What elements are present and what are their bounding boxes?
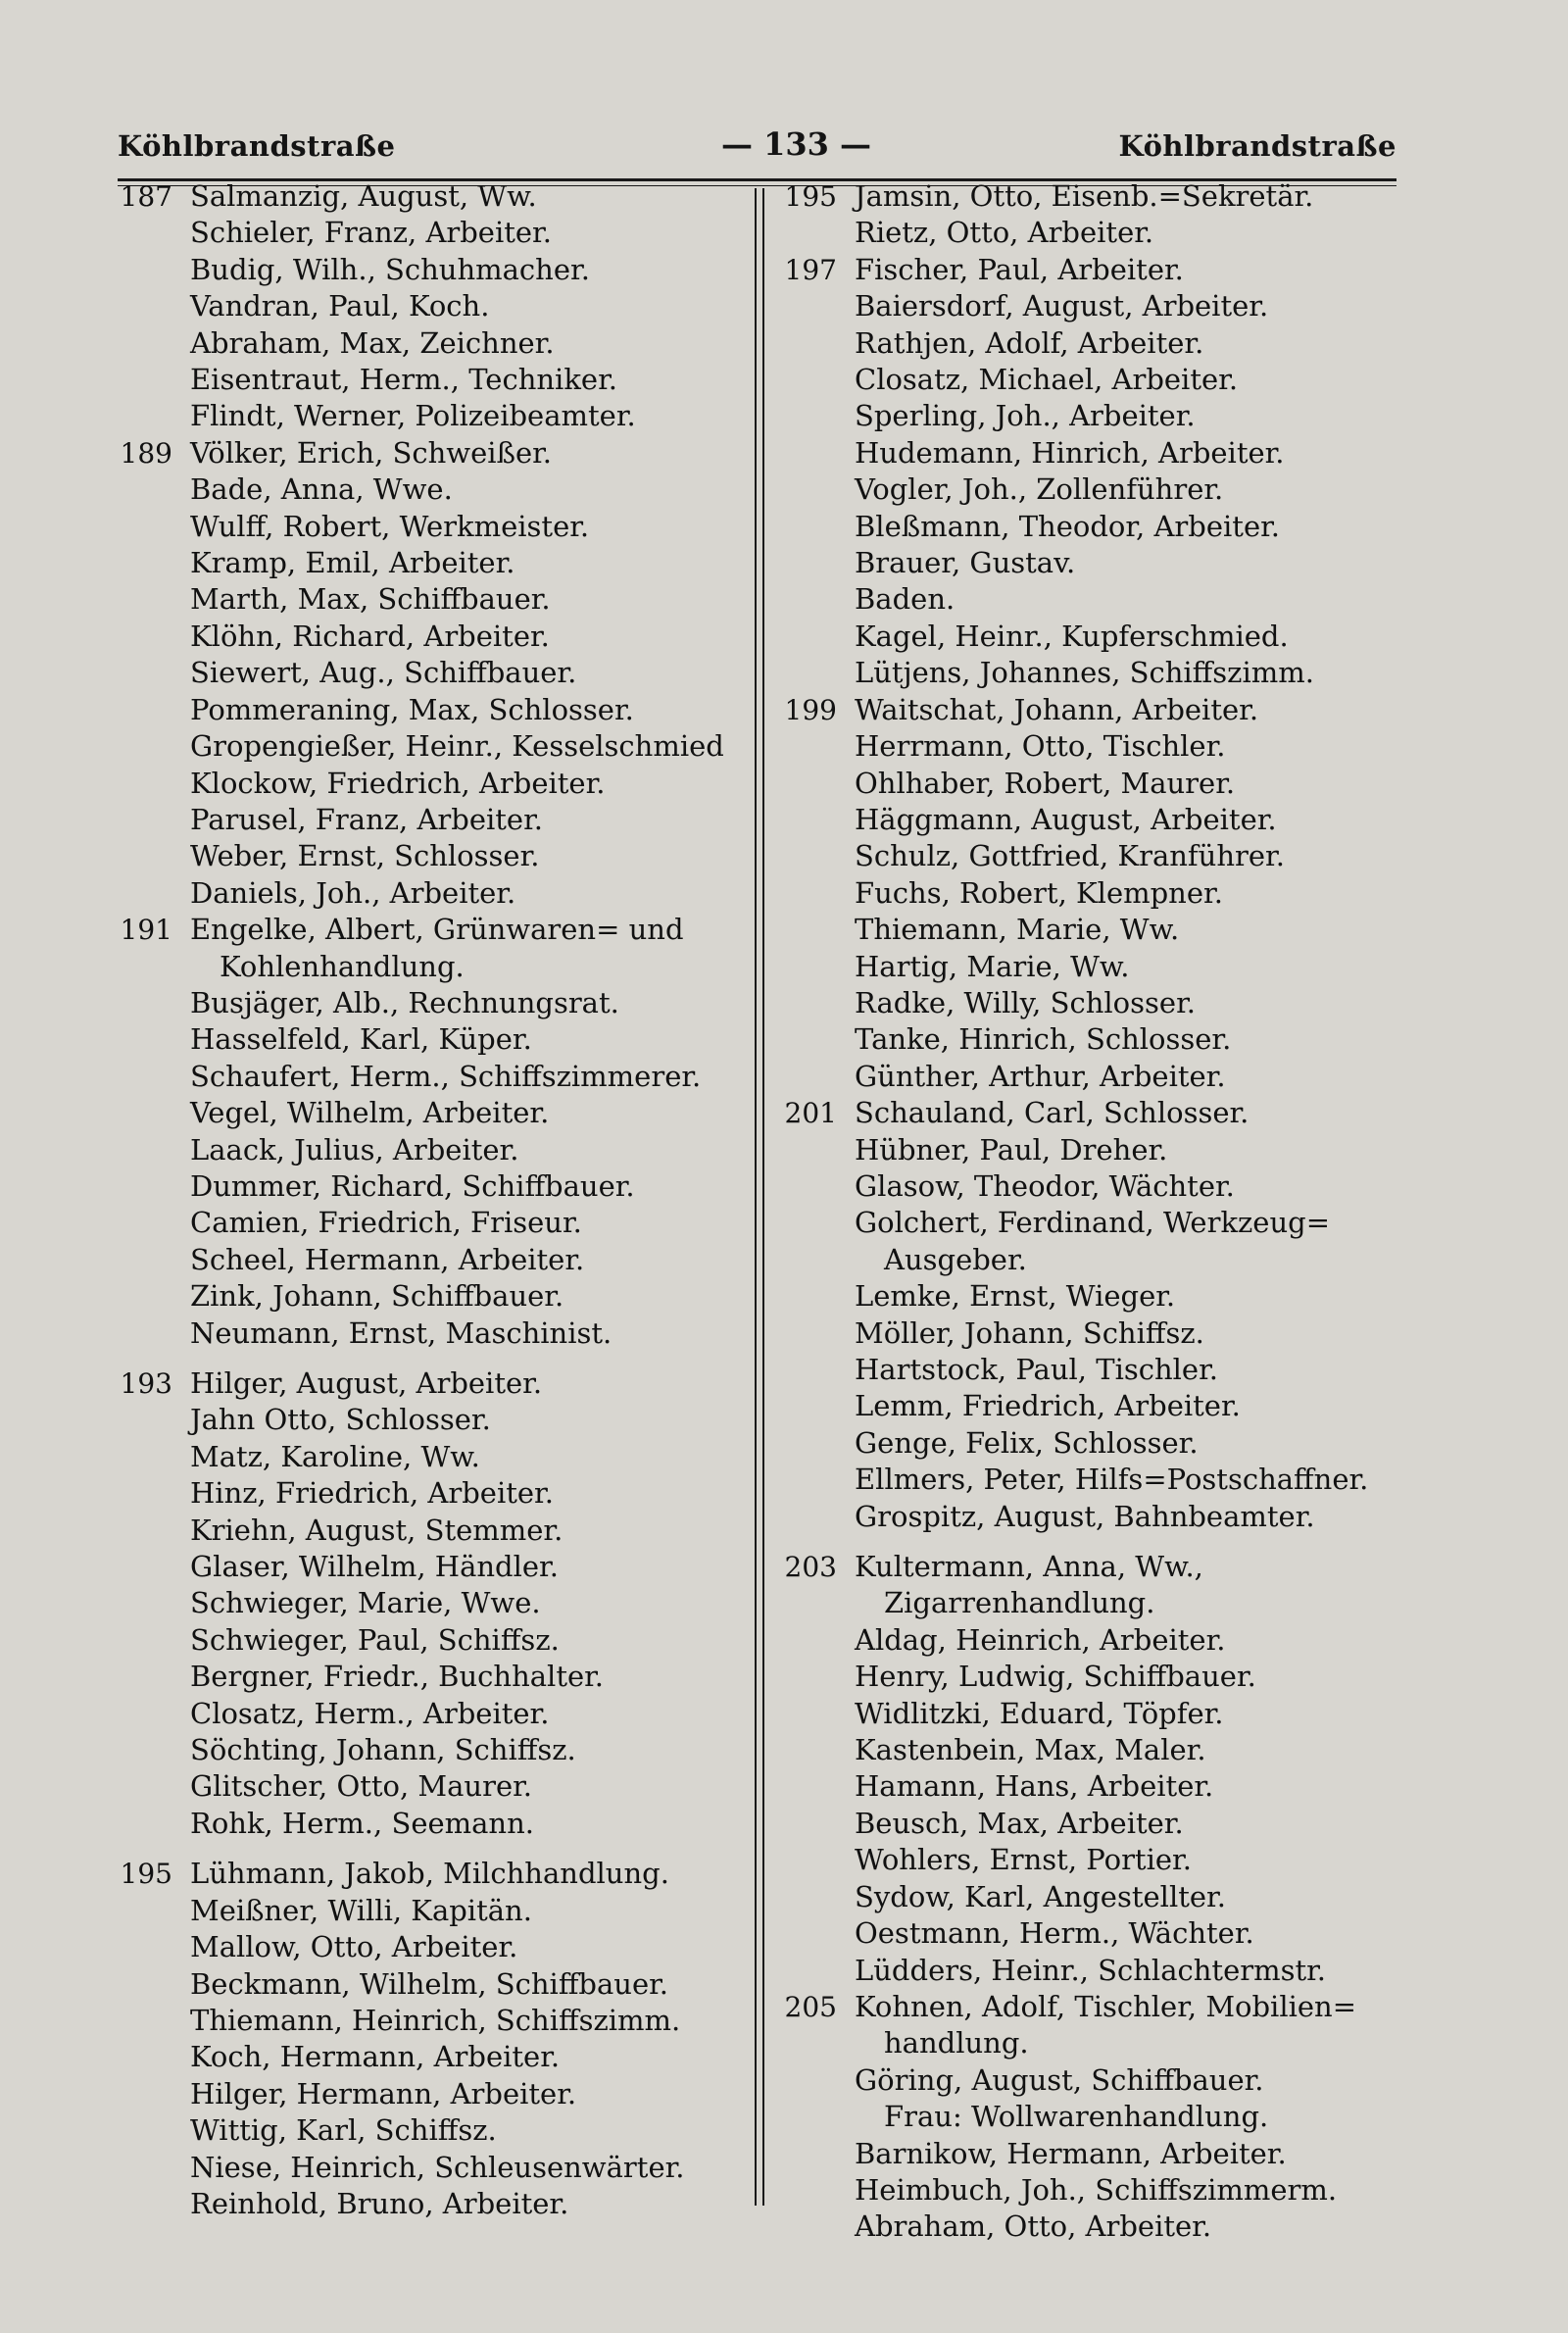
directory-entry — [110, 875, 742, 912]
directory-entry — [774, 875, 1401, 912]
resident-text: Pommeraning, Max, Schlosser. — [190, 692, 634, 726]
house-number: 195 — [784, 180, 837, 213]
directory-entry — [110, 1278, 742, 1315]
resident-text: Abraham, Max, Zeichner. — [190, 325, 555, 360]
resident-text: Jamsin, Otto, Eisenb.=Sekretär. — [855, 179, 1314, 213]
resident-text: Beusch, Max, Arbeiter. — [855, 1806, 1184, 1840]
resident-text: Gropengießer, Heinr., Kesselschmied — [190, 729, 724, 764]
resident-text: Thiemann, Marie, Ww. — [855, 913, 1180, 947]
directory-entry — [110, 435, 742, 472]
directory-entry — [774, 1842, 1401, 1878]
resident-text: Abraham, Otto, Arbeiter. — [855, 2209, 1212, 2244]
directory-entry — [110, 1806, 742, 1842]
resident-text: Beckmann, Wilhelm, Schiffbauer. — [190, 1966, 669, 2001]
resident-text: Matz, Karoline, Ww. — [190, 1439, 480, 1473]
directory-entry — [774, 985, 1401, 1021]
resident-text: Camien, Friedrich, Friseur. — [190, 1206, 582, 1240]
resident-text: Göring, August, Schiffbauer. — [855, 2062, 1264, 2097]
resident-text: Waitschat, Johann, Arbeiter. — [855, 692, 1259, 726]
directory-entry — [110, 1059, 742, 1095]
resident-text: Frau: Wollwarenhandlung. — [884, 2100, 1269, 2134]
resident-text: Kriehn, August, Stemmer. — [190, 1513, 564, 1547]
directory-entry — [110, 1365, 742, 1402]
directory-entry — [774, 545, 1401, 581]
left-column — [110, 178, 742, 2222]
directory-entry — [774, 1659, 1401, 1695]
resident-text: Weber, Ernst, Schlosser. — [190, 839, 540, 873]
directory-entry — [110, 545, 742, 581]
resident-text: Golchert, Ferdinand, Werkzeug= — [855, 1206, 1330, 1240]
resident-text: Hartstock, Paul, Tischler. — [855, 1353, 1218, 1386]
directory-entry — [110, 1929, 742, 1965]
resident-text: Neumann, Ernst, Maschinist. — [190, 1315, 612, 1350]
directory-entry — [110, 1893, 742, 1929]
house-number: 189 — [120, 436, 172, 470]
directory-entry — [774, 362, 1401, 398]
resident-text: Glasow, Theodor, Wächter. — [855, 1168, 1235, 1203]
directory-entry — [774, 288, 1401, 324]
directory-entry — [774, 2172, 1401, 2209]
house-number: 191 — [120, 914, 172, 947]
resident-text: Rohk, Herm., Seemann. — [190, 1806, 535, 1840]
resident-text: Glaser, Wilhelm, Händler. — [190, 1550, 559, 1584]
resident-text: Wittig, Karl, Schiffsz. — [190, 2113, 497, 2148]
resident-text: Meißner, Willi, Kapitän. — [190, 1893, 532, 1927]
resident-text: Hasselfeld, Karl, Küper. — [190, 1022, 532, 1057]
house-number: 205 — [784, 1990, 837, 2023]
directory-entry — [774, 2025, 1401, 2061]
resident-text: Klockow, Friedrich, Arbeiter. — [190, 766, 606, 800]
resident-text: Rietz, Otto, Arbeiter. — [855, 216, 1154, 250]
directory-entry — [774, 1806, 1401, 1842]
house-number: 193 — [120, 1367, 172, 1400]
directory-entry — [110, 2186, 742, 2222]
directory-entry — [774, 472, 1401, 508]
resident-text: Schwieger, Marie, Wwe. — [190, 1586, 541, 1620]
resident-text: Schaufert, Herm., Schiffszimmerer. — [190, 1059, 702, 1093]
resident-text: Klöhn, Richard, Arbeiter. — [190, 619, 550, 653]
directory-entry — [774, 1732, 1401, 1768]
house-number: 195 — [120, 1858, 172, 1891]
resident-text: Schwieger, Paul, Schiffsz. — [190, 1622, 560, 1657]
directory-entry — [774, 2099, 1401, 2135]
resident-text: handlung. — [884, 2026, 1029, 2060]
resident-text: Hudemann, Hinrich, Arbeiter. — [855, 435, 1285, 470]
running-head-right: Köhlbrandstraße — [1118, 129, 1396, 163]
resident-text: Möller, Johann, Schiffsz. — [855, 1315, 1204, 1350]
resident-text: Lühmann, Jakob, Milchhandlung. — [190, 1857, 669, 1891]
resident-text: Hinz, Friedrich, Arbeiter. — [190, 1476, 554, 1511]
page-number: — 133 — — [720, 125, 872, 163]
resident-text: Thiemann, Heinrich, Schiffszimm. — [190, 2003, 681, 2037]
directory-entry — [110, 1439, 742, 1475]
resident-text: Scheel, Hermann, Arbeiter. — [190, 1242, 585, 1276]
directory-entry — [110, 1622, 742, 1659]
directory-entry — [110, 1768, 742, 1805]
directory-entry — [110, 2003, 742, 2039]
directory-entry — [110, 1659, 742, 1695]
resident-text: Baden. — [855, 582, 956, 617]
directory-entry — [110, 509, 742, 545]
resident-text: Häggmann, August, Arbeiter. — [855, 802, 1277, 836]
resident-text: Baiersdorf, August, Arbeiter. — [855, 289, 1269, 323]
resident-text: Lüdders, Heinr., Schlachtermstr. — [855, 1953, 1327, 1987]
resident-text: Closatz, Herm., Arbeiter. — [190, 1696, 550, 1730]
directory-entry — [774, 1953, 1401, 1989]
resident-text: Bade, Anna, Wwe. — [190, 472, 453, 507]
resident-text: Siewert, Aug., Schiffbauer. — [190, 656, 577, 690]
resident-text: Brauer, Gustav. — [855, 546, 1076, 580]
resident-text: Marth, Max, Schiffbauer. — [190, 582, 551, 617]
resident-text: Daniels, Joh., Arbeiter. — [190, 875, 516, 910]
house-number: 203 — [784, 1551, 837, 1584]
resident-text: Hübner, Paul, Dreher. — [855, 1132, 1168, 1166]
resident-text: Koch, Hermann, Arbeiter. — [190, 2040, 561, 2074]
directory-entry — [110, 802, 742, 838]
directory-entry — [110, 1205, 742, 1241]
resident-text: Laack, Julius, Arbeiter. — [190, 1132, 519, 1166]
directory-entry — [774, 1352, 1401, 1388]
directory-entry — [110, 2150, 742, 2186]
directory-entry — [110, 1475, 742, 1512]
directory-entry — [774, 1315, 1401, 1352]
resident-text: Kastenbein, Max, Maler. — [855, 1733, 1206, 1767]
directory-entry — [774, 1462, 1401, 1498]
directory-entry — [110, 655, 742, 691]
resident-text: Flindt, Werner, Polizeibeamter. — [190, 399, 636, 433]
resident-text: Schieler, Franz, Arbeiter. — [190, 216, 552, 250]
directory-entry — [774, 1989, 1401, 2025]
column-divider — [755, 188, 757, 2206]
resident-text: Vandran, Paul, Koch. — [190, 289, 490, 323]
directory-entry — [110, 325, 742, 362]
resident-text: Zink, Johann, Schiffbauer. — [190, 1279, 564, 1314]
directory-entry — [774, 325, 1401, 362]
resident-text: Sydow, Karl, Angestellter. — [855, 1879, 1226, 1913]
resident-text: Hilger, Hermann, Arbeiter. — [190, 2076, 577, 2110]
directory-entry — [774, 1021, 1401, 1058]
resident-text: Mallow, Otto, Arbeiter. — [190, 1930, 518, 1964]
resident-text: Genge, Felix, Schlosser. — [855, 1425, 1199, 1460]
running-head-left: Köhlbrandstraße — [118, 129, 396, 163]
directory-entry — [110, 985, 742, 1021]
directory-entry — [774, 2062, 1401, 2099]
directory-entry — [774, 1278, 1401, 1315]
resident-text: Barnikow, Hermann, Arbeiter. — [855, 2136, 1287, 2170]
directory-entry — [110, 1132, 742, 1168]
resident-text: Günther, Arthur, Arbeiter. — [855, 1059, 1226, 1093]
directory-entry — [774, 215, 1401, 251]
resident-text: Lemm, Friedrich, Arbeiter. — [855, 1389, 1241, 1423]
directory-entry — [774, 1425, 1401, 1462]
resident-text: Parusel, Franz, Arbeiter. — [190, 802, 543, 836]
directory-entry — [774, 728, 1401, 765]
resident-text: Zigarrenhandlung. — [884, 1586, 1155, 1620]
resident-text: Niese, Heinrich, Schleusenwärter. — [190, 2150, 685, 2184]
directory-entry — [774, 1696, 1401, 1732]
right-column — [774, 178, 1401, 2246]
directory-entry — [774, 692, 1401, 728]
directory-entry — [110, 1732, 742, 1768]
resident-text: Engelke, Albert, Grünwaren= und — [190, 913, 684, 947]
resident-text: Heimbuch, Joh., Schiffszimmerm. — [855, 2172, 1338, 2207]
directory-entry — [774, 581, 1401, 618]
directory-entry — [110, 1168, 742, 1205]
resident-text: Kagel, Heinr., Kupferschmied. — [855, 619, 1289, 653]
resident-text: Fischer, Paul, Arbeiter. — [855, 252, 1184, 286]
directory-entry — [774, 1095, 1401, 1131]
resident-text: Tanke, Hinrich, Schlosser. — [855, 1022, 1232, 1057]
directory-entry — [774, 619, 1401, 655]
resident-text: Schauland, Carl, Schlosser. — [855, 1096, 1250, 1130]
directory-entry — [110, 288, 742, 324]
directory-entry — [110, 2112, 742, 2149]
resident-text: Hamann, Hans, Arbeiter. — [855, 1769, 1214, 1804]
resident-text: Söchting, Johann, Schiffsz. — [190, 1733, 576, 1767]
directory-entry — [110, 1021, 742, 1058]
directory-entry — [110, 252, 742, 288]
resident-text: Eisentraut, Herm., Techniker. — [190, 363, 617, 397]
directory-entry — [110, 472, 742, 508]
resident-text: Vegel, Wilhelm, Arbeiter. — [190, 1096, 550, 1130]
directory-entry — [110, 1402, 742, 1438]
directory-entry — [774, 2209, 1401, 2245]
directory-entry — [774, 1768, 1401, 1805]
directory-entry — [774, 1879, 1401, 1915]
directory-entry — [110, 2039, 742, 2075]
directory-entry — [774, 1059, 1401, 1095]
resident-text: Grospitz, August, Bahnbeamter. — [855, 1499, 1315, 1533]
directory-entry — [774, 1205, 1401, 1241]
resident-text: Salmanzig, August, Ww. — [190, 179, 537, 213]
resident-text: Widlitzki, Eduard, Töpfer. — [855, 1696, 1224, 1730]
directory-entry — [774, 838, 1401, 874]
directory-entry — [110, 178, 742, 215]
directory-entry — [774, 766, 1401, 802]
house-number: 197 — [784, 253, 837, 286]
directory-entry — [774, 1499, 1401, 1535]
resident-text: Jahn Otto, Schlosser. — [190, 1403, 491, 1437]
resident-text: Kohnen, Adolf, Tischler, Mobilien= — [855, 1989, 1357, 2023]
directory-entry — [774, 1242, 1401, 1278]
directory-entry — [774, 509, 1401, 545]
page-header — [118, 125, 1396, 169]
directory-entry — [774, 1622, 1401, 1659]
resident-text: Kultermann, Anna, Ww., — [855, 1550, 1203, 1584]
resident-text: Ausgeber. — [884, 1242, 1027, 1276]
directory-entry — [774, 398, 1401, 434]
column-divider-2 — [762, 188, 764, 2206]
resident-text: Oestmann, Herm., Wächter. — [855, 1916, 1254, 1951]
directory-entry — [774, 2136, 1401, 2172]
directory-entry — [774, 1549, 1401, 1585]
directory-entry — [774, 1168, 1401, 1205]
resident-text: Glitscher, Otto, Maurer. — [190, 1769, 533, 1804]
resident-text: Hartig, Marie, Ww. — [855, 949, 1130, 983]
directory-entry — [774, 655, 1401, 691]
resident-text: Schulz, Gottfried, Kranführer. — [855, 839, 1285, 873]
resident-text: Wulff, Robert, Werkmeister. — [190, 509, 590, 543]
directory-entry — [110, 1966, 742, 2003]
resident-text: Sperling, Joh., Arbeiter. — [855, 399, 1196, 433]
directory-entry — [110, 619, 742, 655]
resident-text: Rathjen, Adolf, Arbeiter. — [855, 325, 1204, 360]
directory-entry — [774, 912, 1401, 948]
resident-text: Lemke, Ernst, Wieger. — [855, 1279, 1176, 1314]
resident-text: Dummer, Richard, Schiffbauer. — [190, 1168, 635, 1203]
directory-entry — [774, 252, 1401, 288]
resident-text: Henry, Ludwig, Schiffbauer. — [855, 1660, 1256, 1694]
resident-text: Wohlers, Ernst, Portier. — [855, 1843, 1192, 1877]
resident-text: Closatz, Michael, Arbeiter. — [855, 363, 1239, 397]
resident-text: Budig, Wilh., Schuhmacher. — [190, 252, 590, 286]
resident-text: Busjäger, Alb., Rechnungsrat. — [190, 985, 619, 1019]
directory-entry — [110, 1513, 742, 1549]
house-number: 201 — [784, 1097, 837, 1130]
directory-entry — [110, 398, 742, 434]
resident-text: Völker, Erich, Schweißer. — [190, 435, 552, 470]
resident-text: Bleßmann, Theodor, Arbeiter. — [855, 509, 1280, 543]
directory-entry — [110, 1585, 742, 1621]
directory-entry — [774, 949, 1401, 985]
directory-entry — [110, 362, 742, 398]
directory-entry — [774, 178, 1401, 215]
directory-entry — [110, 581, 742, 618]
resident-text: Radke, Willy, Schlosser. — [855, 985, 1196, 1019]
directory-entry — [110, 1315, 742, 1352]
directory-entry — [110, 1095, 742, 1131]
directory-entry — [110, 912, 742, 948]
directory-entry — [110, 949, 742, 985]
resident-text: Lütjens, Johannes, Schiffszimm. — [855, 656, 1314, 690]
directory-entry — [110, 2076, 742, 2112]
directory-entry — [774, 1585, 1401, 1621]
directory-entry — [110, 215, 742, 251]
resident-text: Kramp, Emil, Arbeiter. — [190, 546, 515, 580]
directory-entry — [110, 692, 742, 728]
resident-text: Ohlhaber, Robert, Maurer. — [855, 766, 1236, 800]
directory-entry — [110, 1549, 742, 1585]
resident-text: Vogler, Joh., Zollenführer. — [855, 472, 1224, 507]
resident-text: Ellmers, Peter, Hilfs=Postschaffner. — [855, 1463, 1369, 1497]
directory-entry — [110, 838, 742, 874]
directory-entry — [774, 1132, 1401, 1168]
directory-entry — [110, 728, 742, 765]
directory-entry — [110, 1242, 742, 1278]
directory-entry — [110, 1856, 742, 1892]
resident-text: Kohlenhandlung. — [220, 949, 465, 983]
resident-text: Hilger, August, Arbeiter. — [190, 1366, 543, 1400]
resident-text: Herrmann, Otto, Tischler. — [855, 729, 1226, 764]
resident-text: Bergner, Friedr., Buchhalter. — [190, 1660, 605, 1694]
directory-entry — [774, 1915, 1401, 1952]
directory-entry — [774, 435, 1401, 472]
house-number: 199 — [784, 693, 837, 726]
directory-entry — [110, 766, 742, 802]
directory-entry — [774, 802, 1401, 838]
resident-text: Aldag, Heinrich, Arbeiter. — [855, 1622, 1226, 1657]
resident-text: Reinhold, Bruno, Arbeiter. — [190, 2186, 569, 2220]
directory-entry — [774, 1388, 1401, 1424]
house-number: 187 — [120, 180, 172, 213]
directory-entry — [110, 1696, 742, 1732]
resident-text: Fuchs, Robert, Klempner. — [855, 875, 1223, 910]
